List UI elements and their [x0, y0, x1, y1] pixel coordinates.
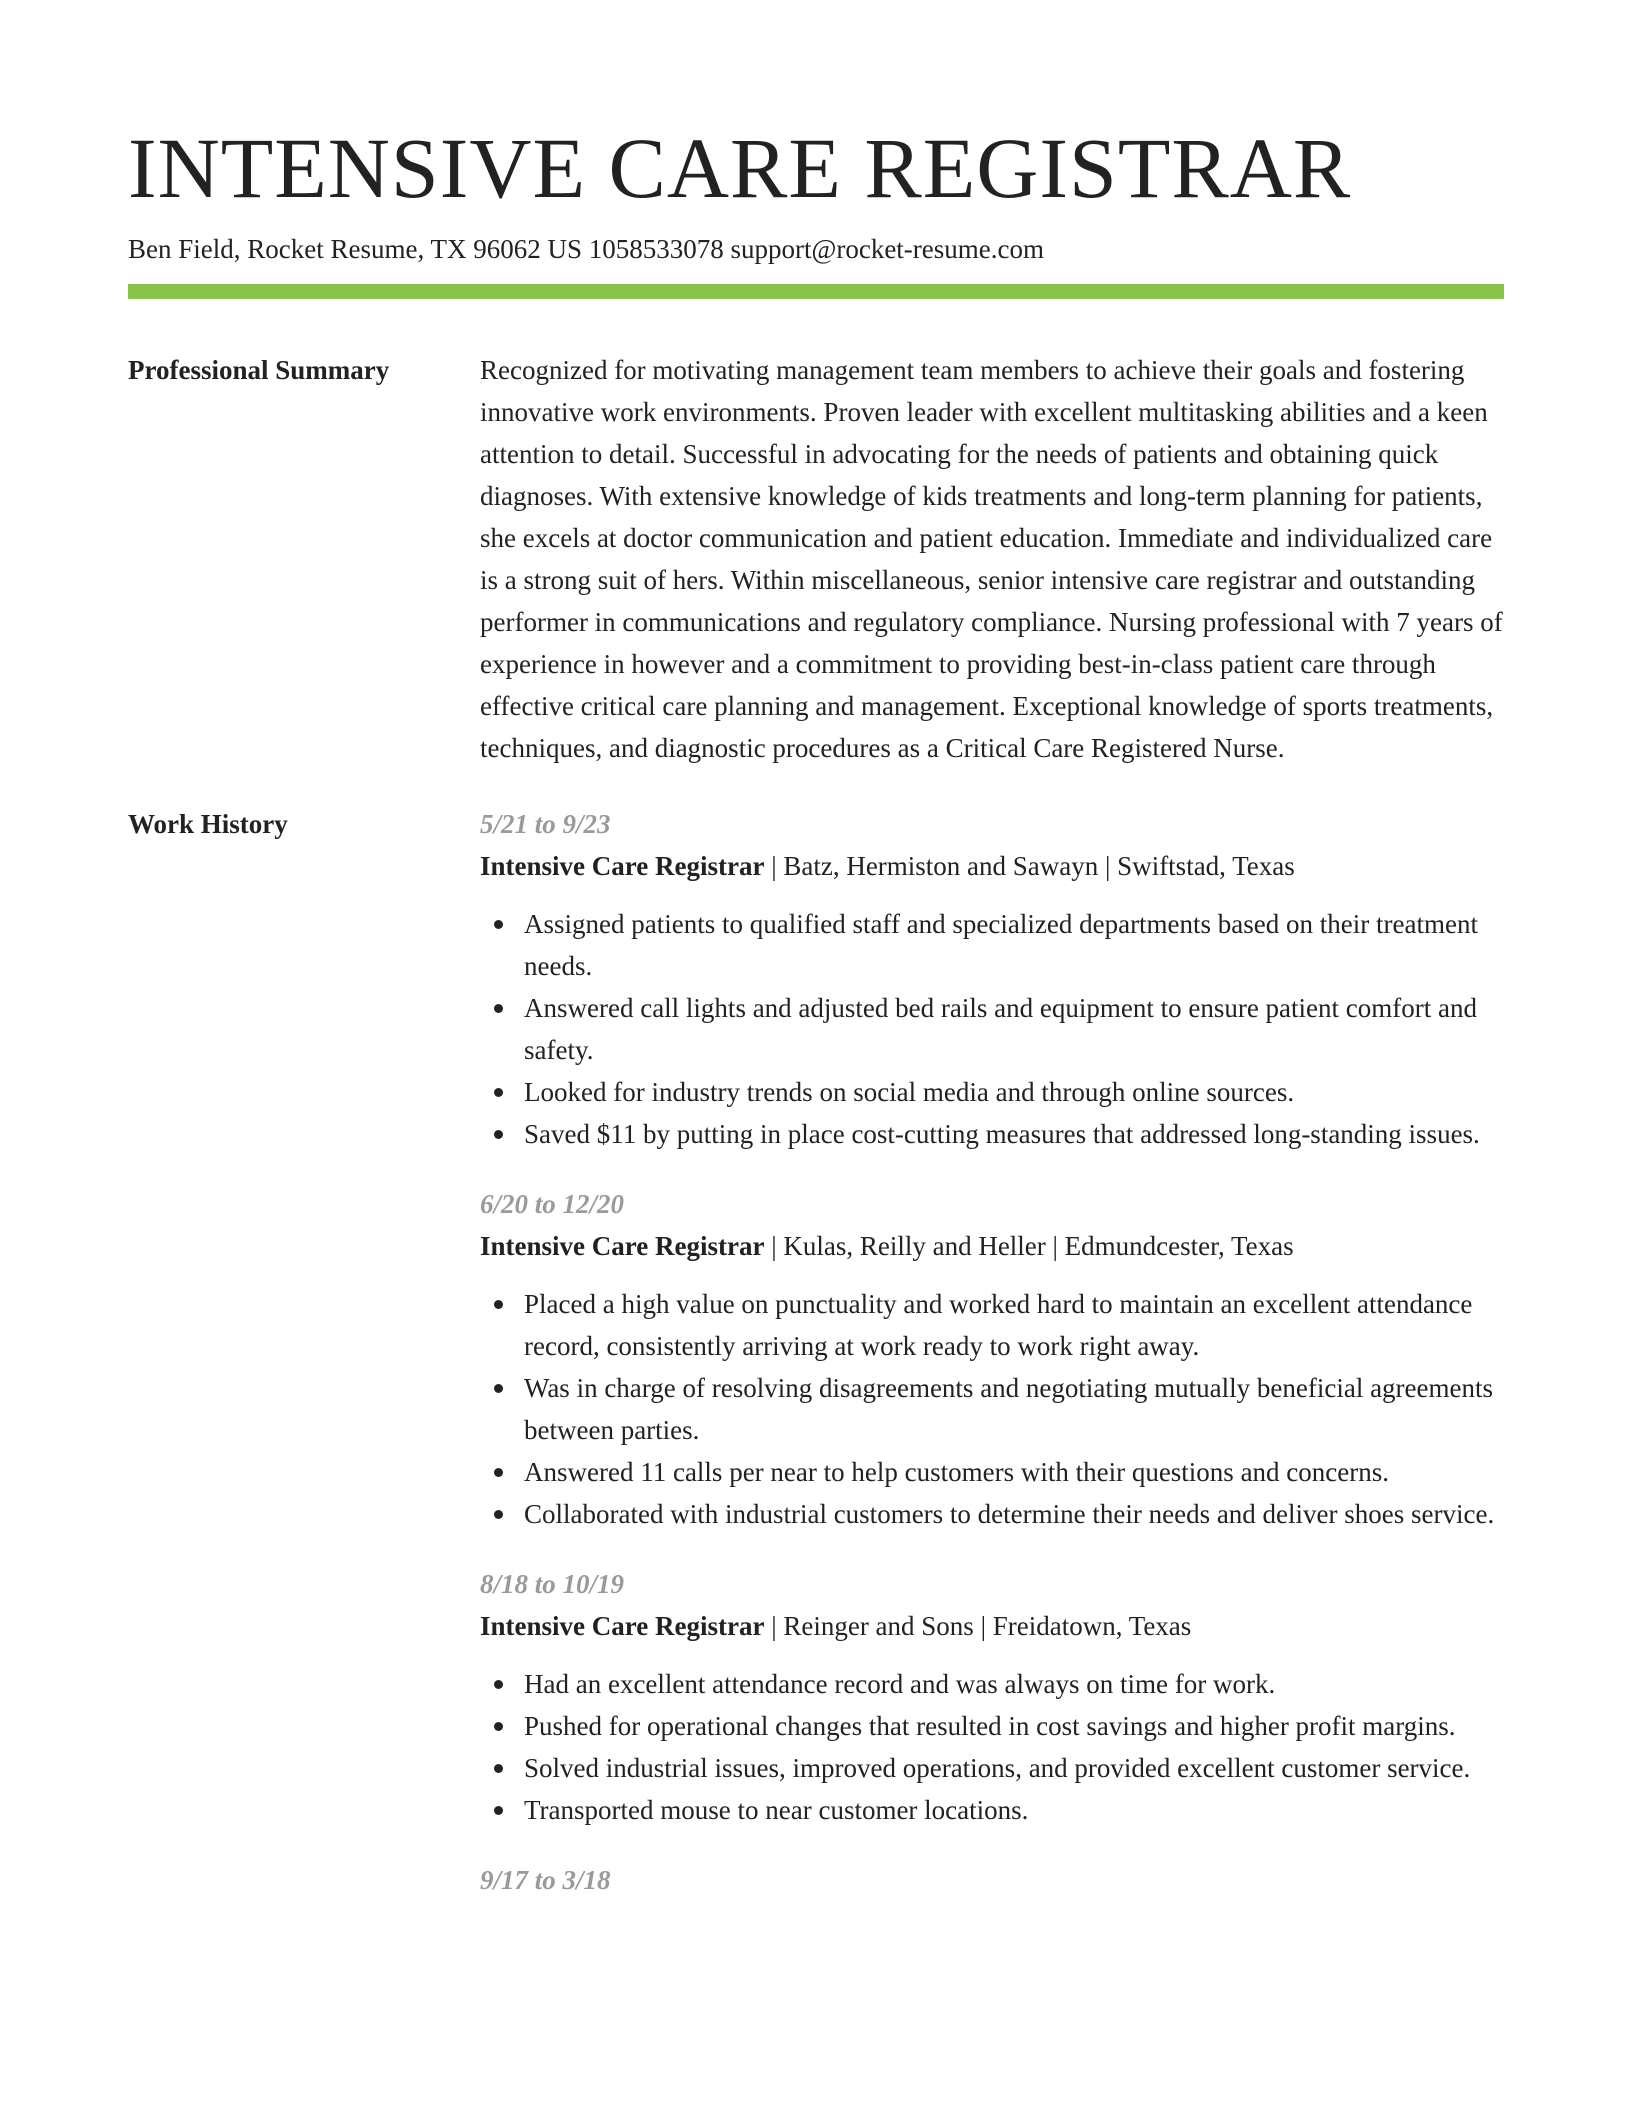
accent-divider [128, 284, 1504, 299]
bullet-item: Saved $11 by putting in place cost-cutting measures that addressed long-standing issues. [480, 1113, 1504, 1155]
job-entry [480, 803, 1504, 1155]
job-employer-location: | Reinger and Sons | Freidatown, Texas [764, 1611, 1192, 1641]
work-history-body [480, 803, 1504, 1929]
job-heading [480, 845, 1504, 887]
job-heading [480, 1225, 1504, 1267]
job-title: Intensive Care Registrar [480, 851, 765, 881]
resume-title: INTENSIVE CARE REGISTRAR [128, 120, 1352, 216]
professional-summary-section [128, 349, 1504, 769]
section-heading-work: Work History [128, 809, 288, 839]
bullet-item: Solved industrial issues, improved operations, and provided excellent customer service. [480, 1747, 1504, 1789]
job-bullets [480, 903, 1504, 1155]
job-title: Intensive Care Registrar [480, 1611, 765, 1641]
job-title: Intensive Care Registrar [480, 1231, 765, 1261]
job-employer-location: | Kulas, Reilly and Heller | Edmundcester, Texas [764, 1231, 1294, 1261]
bullet-item: Assigned patients to qualified staff and specialized departments based on their treatment needs. [480, 903, 1504, 987]
job-dates: 5/21 to 9/23 [480, 809, 611, 839]
bullet-item: Had an excellent attendance record and was always on time for work. [480, 1663, 1504, 1705]
job-dates: 8/18 to 10/19 [480, 1569, 625, 1599]
job-bullets [480, 1663, 1504, 1831]
job-entry [480, 1563, 1504, 1831]
job-dates: 9/17 to 3/18 [480, 1865, 611, 1895]
job-heading [480, 1605, 1504, 1647]
summary-body [480, 349, 1504, 769]
resume-page [128, 118, 1504, 1929]
bullet-item: Transported mouse to near customer locations. [480, 1789, 1504, 1831]
bullet-item: Pushed for operational changes that resulted in cost savings and higher profit margins. [480, 1705, 1504, 1747]
job-entry [480, 1859, 1504, 1901]
bullet-item: Was in charge of resolving disagreements and negotiating mutually beneficial agreements between parties. [480, 1367, 1504, 1451]
job-dates: 6/20 to 12/20 [480, 1189, 625, 1219]
contact-line: Ben Field, Rocket Resume, TX 96062 US 1058533078 support@rocket-resume.com [128, 234, 1044, 264]
bullet-item: Answered 11 calls per near to help customers with their questions and concerns. [480, 1451, 1504, 1493]
job-entry [480, 1183, 1504, 1535]
bullet-item: Collaborated with industrial customers to determine their needs and deliver shoes service. [480, 1493, 1504, 1535]
work-history-section [128, 803, 1504, 1929]
bullet-item: Placed a high value on punctuality and worked hard to maintain an excellent attendance record, consistently arriving at work ready to work right away. [480, 1283, 1504, 1367]
job-bullets [480, 1283, 1504, 1535]
bullet-item: Answered call lights and adjusted bed rails and equipment to ensure patient comfort and safety. [480, 987, 1504, 1071]
section-heading-summary: Professional Summary [128, 355, 390, 385]
bullet-item: Looked for industry trends on social media and through online sources. [480, 1071, 1504, 1113]
job-employer-location: | Batz, Hermiston and Sawayn | Swiftstad, Texas [764, 851, 1295, 881]
summary-text: Recognized for motivating management team members to achieve their goals and fostering innovative work environments. Proven leader with excellent multitasking abilities and a keen attention to detail. Successful in advocating for the needs of patients and obtaining quick diagnoses. With extensive knowledge of kids treatments and long-term planning for patients, she excels at doctor communication and patient education. Immediate and individualized care is a strong suit of hers. Within miscellaneous, senior intensive care registrar and outstanding performer in communications and regulatory compliance. Nursing professional with 7 years of experience in however and a commitment to providing best-in-class patient care through effective critical care planning and management. Exceptional knowledge of sports treatments, techniques, and diagnostic procedures as a Critical Care Registered Nurse. [480, 355, 1503, 763]
